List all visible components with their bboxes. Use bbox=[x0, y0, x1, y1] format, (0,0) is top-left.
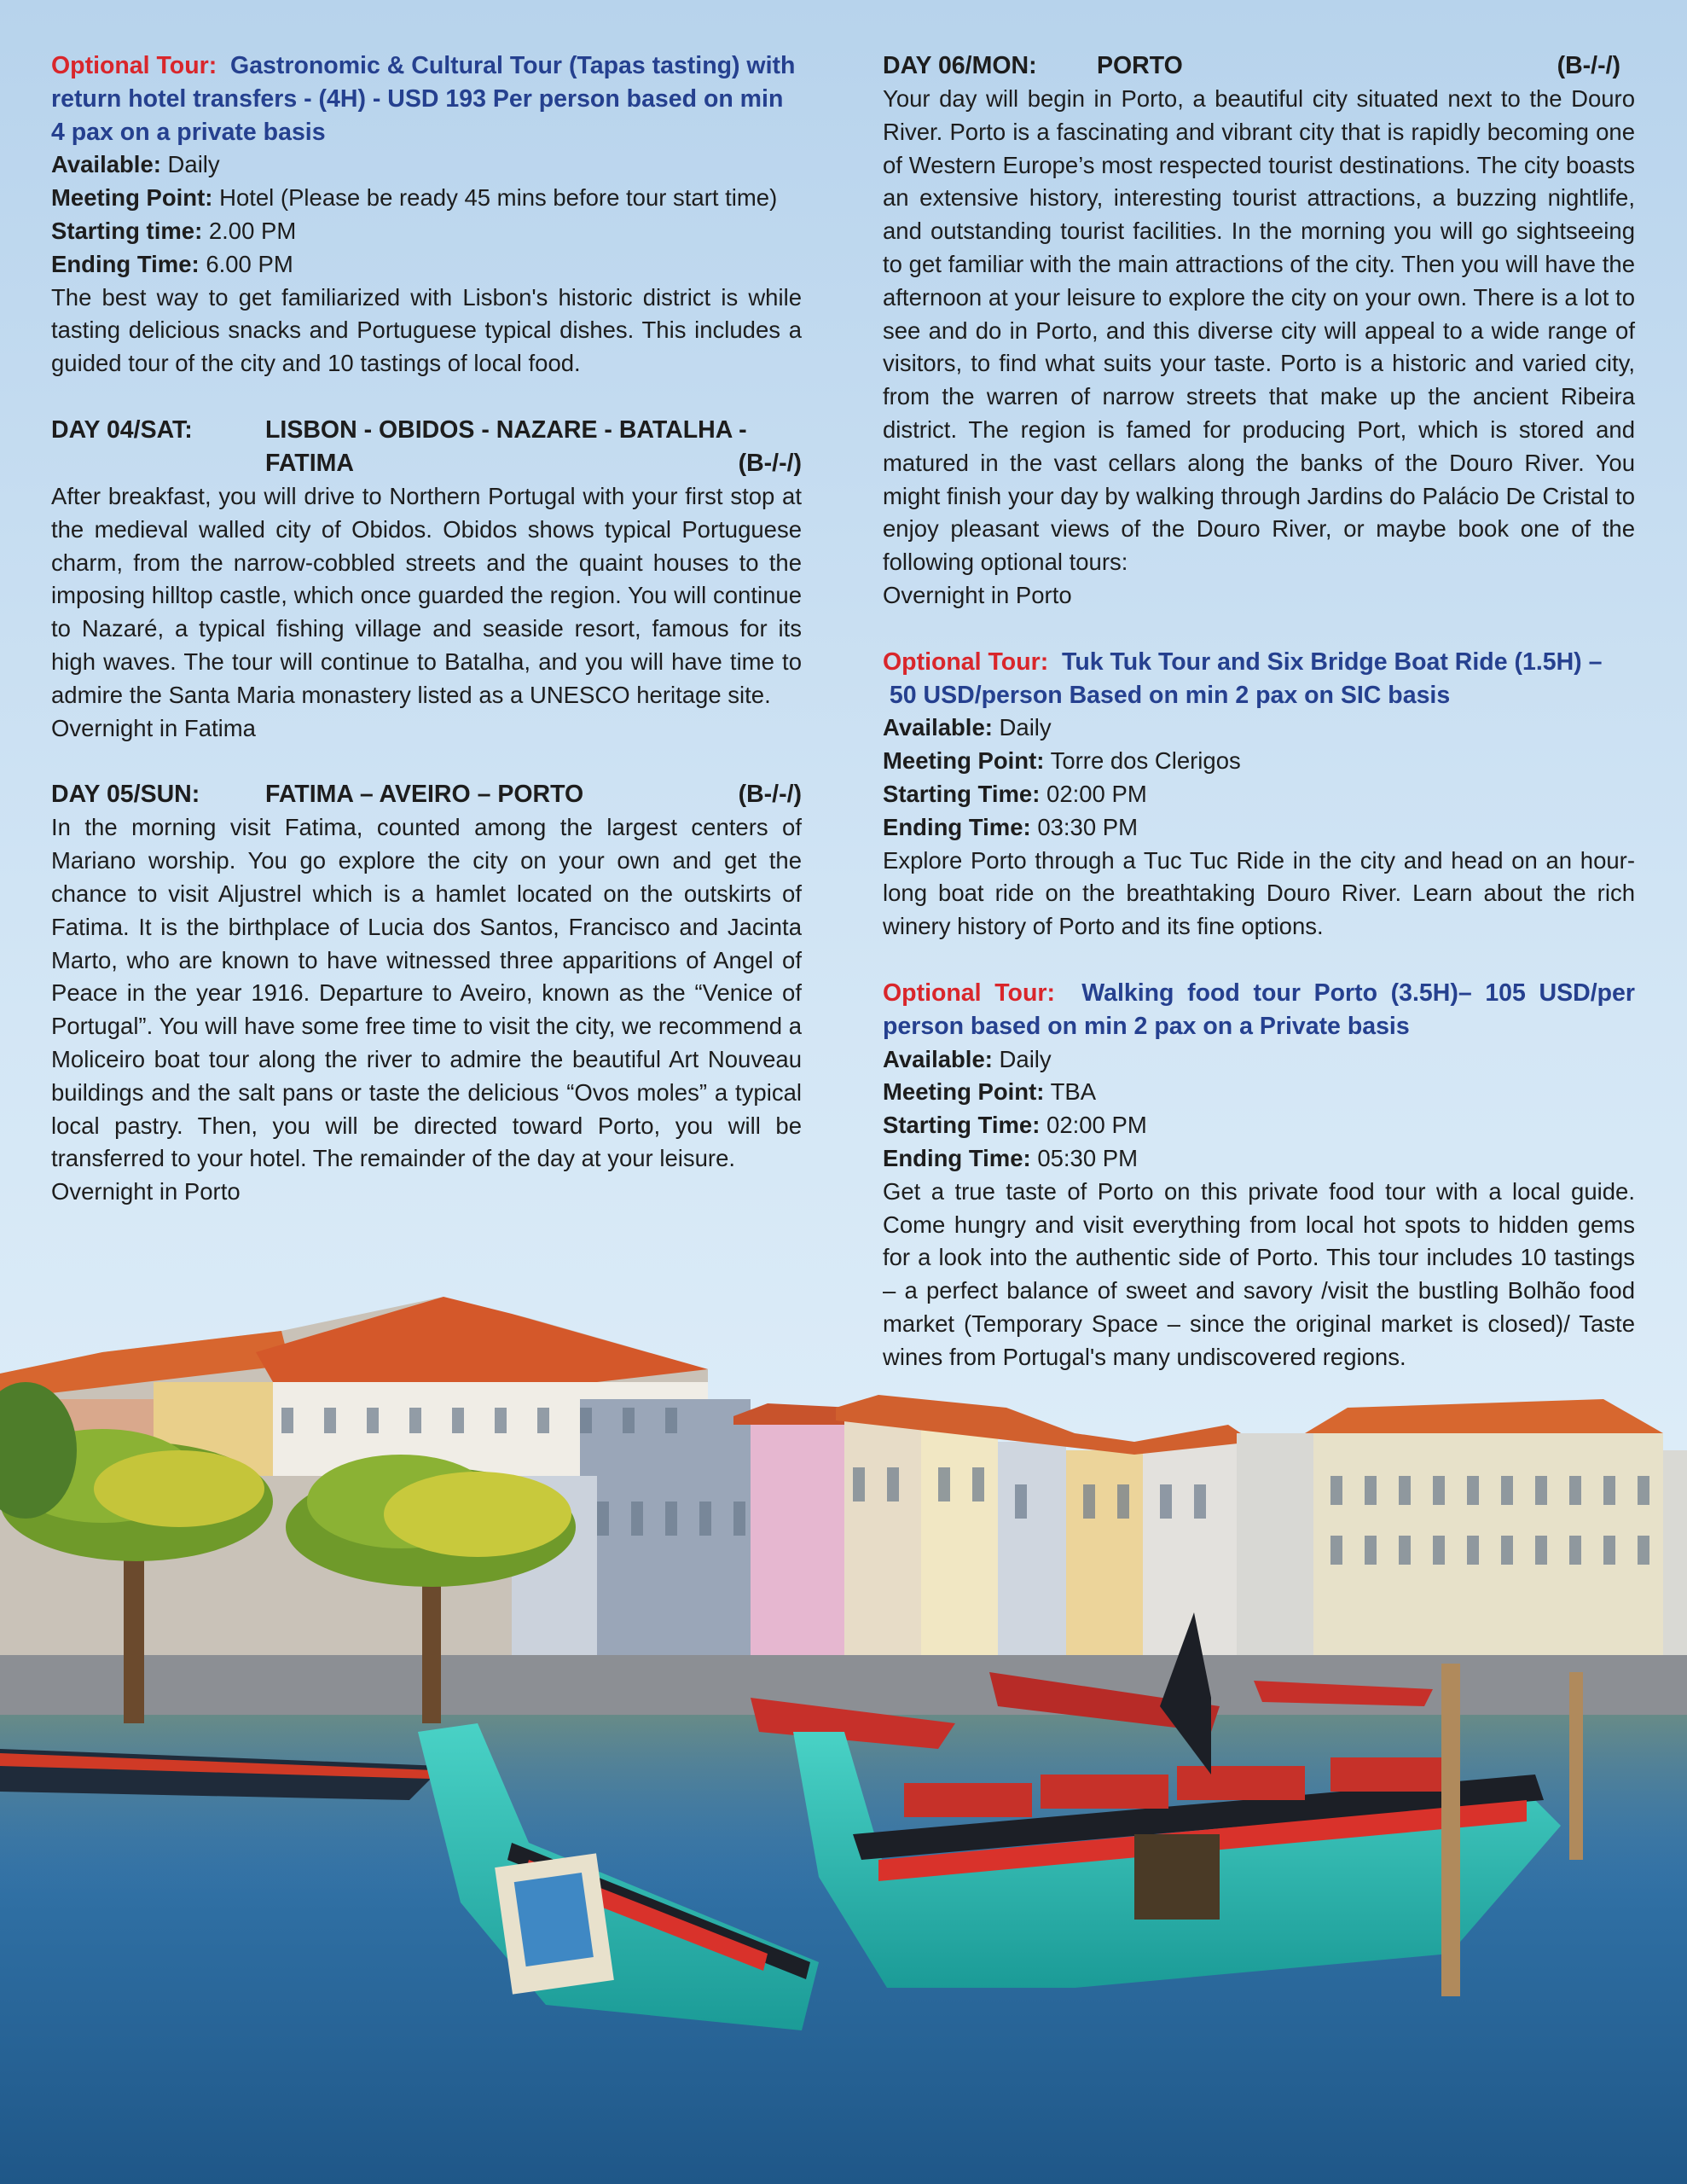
meal-plan: (B-/-/) bbox=[738, 781, 802, 809]
ending-time-label: Ending Time: bbox=[51, 250, 200, 277]
optional-tour-label: Optional Tour: bbox=[51, 52, 217, 79]
optional-tour-title-line2: 50 USD/person Based on min 2 pax on SIC basis bbox=[889, 681, 1451, 709]
optional-tour-gastronomic-heading bbox=[51, 49, 802, 148]
left-column bbox=[51, 49, 802, 1209]
available-row bbox=[883, 712, 1635, 745]
meeting-point-value: TBA bbox=[1050, 1078, 1097, 1106]
meeting-point-value: Hotel (Please be ready 45 mins before tour start time) bbox=[219, 184, 778, 212]
starting-time-value: 02:00 PM bbox=[1046, 1112, 1147, 1139]
starting-time-value: 02:00 PM bbox=[1046, 780, 1147, 807]
optional-tour-label: Optional Tour: bbox=[883, 648, 1049, 676]
starting-time-row bbox=[51, 215, 802, 248]
starting-time-row bbox=[883, 778, 1635, 811]
meeting-point-row bbox=[883, 1076, 1635, 1109]
starting-time-label: Starting Time: bbox=[883, 780, 1041, 807]
available-label: Available: bbox=[51, 151, 161, 178]
day-title: PORTO bbox=[1097, 52, 1183, 79]
meeting-point-value: Torre dos Clerigos bbox=[1050, 747, 1241, 775]
meal-plan: (B-/-/) bbox=[1557, 52, 1620, 79]
ending-time-row bbox=[883, 1142, 1635, 1176]
available-label: Available: bbox=[883, 1045, 993, 1072]
meeting-point-row bbox=[883, 745, 1635, 778]
walking-food-description: Get a true taste of Porto on this private food tour with a local guide. Come hungry and visit everything from local hot spots to hidden gems for a look into the authentic side of Porto. This tour includes 10 tastings – a perfect balance of sweet and savory /visit the bustling Bolhão food market (Temporary Space – since the original market is closed)/ Taste wines from Portugal's many undiscovered regions. bbox=[883, 1177, 1635, 1370]
day06-heading bbox=[883, 49, 1620, 83]
day04-overnight: Overnight in Fatima bbox=[51, 714, 256, 741]
optional-tour-title-line1: Tuk Tuk Tour and Six Bridge Boat Ride (1.5H) – bbox=[1062, 648, 1603, 676]
day06-overnight: Overnight in Porto bbox=[883, 581, 1072, 608]
day04-heading bbox=[51, 414, 802, 480]
tuktuk-description: Explore Porto through a Tuc Tuc Ride in the city and head on an hour-long boat ride on the breathtaking Douro River. Learn about the rich winery history of Porto and its fine options. bbox=[883, 846, 1635, 940]
day-label: DAY 06/MON: bbox=[883, 52, 1037, 79]
meeting-point-label: Meeting Point: bbox=[51, 184, 213, 212]
optional-tour-title: Walking food tour Porto (3.5H)– 105 USD/per person based on min 2 pax on a Private basis bbox=[883, 979, 1635, 1040]
day-title-line1: LISBON - OBIDOS - NAZARE - BATALHA - bbox=[265, 415, 747, 444]
ending-time-value: 03:30 PM bbox=[1037, 813, 1139, 840]
promenade bbox=[0, 1655, 1687, 1715]
ending-time-label: Ending Time: bbox=[883, 813, 1031, 840]
starting-time-label: Starting Time: bbox=[883, 1112, 1041, 1139]
starting-time-label: Starting time: bbox=[51, 217, 203, 244]
day06-description: Your day will begin in Porto, a beautiful city situated next to the Douro River. Porto is a fascinating and vibrant city that is rapidly becoming one of Western Europe’s most respected tourist destinations. The city boasts an extensive history, interesting tourist attractions, a buzzing nightlife, and outstanding tourist facilities. In the morning you will go sightseeing to get familiar with the main attractions of the city. Then you will have the afternoon at your leisure to explore the city on your own. There is a lot to see and do in Porto, and this diverse city will appeal to a wide range of visitors, to find what suits your taste. Porto is a historic and varied city, from the warren of narrow streets that make up the ancient Ribeira district. The region is famed for producing Port, which is stored and matured in the vast cellars along the banks of the Douro River. You might finish your day by walking through Jardins do Palácio De Cristal to enjoy pleasant views of the Douro River, or maybe book one of the following optional tours: bbox=[883, 85, 1635, 576]
day-title-line2: FATIMA bbox=[265, 449, 354, 477]
ending-time-label: Ending Time: bbox=[883, 1144, 1031, 1171]
ending-time-value: 6.00 PM bbox=[206, 250, 293, 277]
day-label: DAY 05/SUN: bbox=[51, 781, 200, 809]
day-label: DAY 04/SAT: bbox=[51, 415, 193, 444]
ending-time-value: 05:30 PM bbox=[1037, 1144, 1139, 1171]
available-value: Daily bbox=[167, 151, 220, 178]
right-column bbox=[883, 49, 1635, 1374]
available-row bbox=[883, 1043, 1635, 1077]
available-label: Available: bbox=[883, 714, 993, 741]
optional-tour-tuktuk-heading bbox=[883, 646, 1635, 712]
optional-tour-title: Gastronomic & Cultural Tour (Tapas tasting) with return hotel transfers - (4H) - USD 193 Per person based on min 4 pax on a private basis bbox=[51, 52, 796, 146]
available-value: Daily bbox=[999, 714, 1052, 741]
day05-heading bbox=[51, 778, 802, 811]
starting-time-value: 2.00 PM bbox=[208, 217, 297, 244]
meeting-point-label: Meeting Point: bbox=[883, 747, 1045, 775]
optional-tour-description: The best way to get familiarized with Lisbon's historic district is while tasting delicious snacks and Portuguese typical dishes. This includes a guided tour of the city and 10 tastings of local food. bbox=[51, 283, 802, 377]
available-value: Daily bbox=[999, 1045, 1052, 1072]
optional-tour-walking-food-heading bbox=[883, 977, 1635, 1043]
day04-description: After breakfast, you will drive to Northern Portugal with your first stop at the medieval walled city of Obidos. Obidos shows typical Portuguese charm, from the narrow-cobbled streets and the quaint houses to the imposing hilltop castle, which once guarded the region. You will continue to Nazaré, a typical fishing village and seaside resort, famous for its high waves. The tour will continue to Batalha, and you will have time to admire the Santa Maria monastery listed as a UNESCO heritage site. bbox=[51, 482, 802, 708]
day05-description: In the morning visit Fatima, counted among the largest centers of Mariano worship. You go explore the city on your own and get the chance to visit Aljustrel which is a hamlet located on the outskirts of Fatima. It is the birthplace of Lucia dos Santos, Francisco and Jacinta Marto, who are known to have witnessed three apparitions of Angel of Peace in the year 1916. Departure to Aveiro, known as the “Venice of Portugal”. You will have some free time to visit the city, we recommend a Moliceiro boat tour along the river to admire the beautiful Art Nouveau buildings and the salt pans or taste the delicious “Ovos moles” a typical local pastry. Then, you will be directed toward Porto, you will be transferred to your hotel. The remainder of the day at your leisure. bbox=[51, 814, 802, 1172]
starting-time-row bbox=[883, 1109, 1635, 1142]
available-row bbox=[51, 148, 802, 182]
ending-time-row bbox=[883, 811, 1635, 845]
day05-overnight: Overnight in Porto bbox=[51, 1178, 241, 1205]
day-title: FATIMA – AVEIRO – PORTO bbox=[265, 781, 584, 809]
optional-tour-label: Optional Tour: bbox=[883, 979, 1055, 1007]
meeting-point-row bbox=[51, 182, 802, 215]
meeting-point-label: Meeting Point: bbox=[883, 1078, 1045, 1106]
meal-plan: (B-/-/) bbox=[738, 449, 802, 477]
ending-time-row bbox=[51, 248, 802, 282]
